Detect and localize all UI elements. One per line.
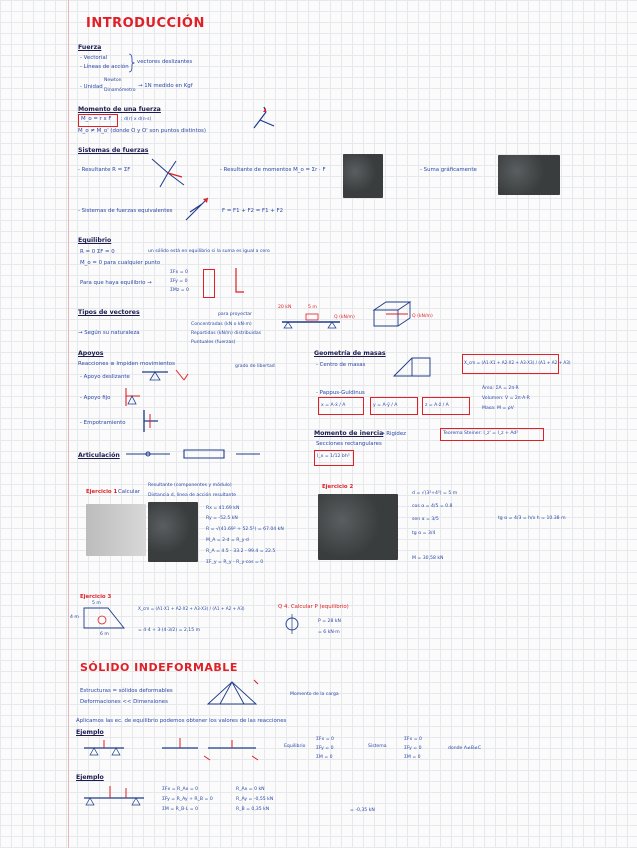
solido-sistema-label: Sistema	[368, 744, 387, 749]
sistemas-heading: Sistemas de fuerzas	[78, 147, 149, 154]
steiner-formula: Teorema Steiner: I_z' = I_z + Ad²	[443, 431, 519, 436]
solido-ejemplo-2: Ejemplo	[76, 774, 104, 781]
ejercicio1-calcular: Calcular	[118, 489, 140, 495]
tipos-sub-2: Repartidas (kN/m) distribuidas	[191, 331, 262, 336]
ej2-res-1: R_Ax = 0 kN	[236, 787, 265, 792]
apoyo-deslizante-icon	[140, 368, 190, 384]
formula-x: x = A·x̄ / A	[321, 403, 346, 408]
ej2-eq-3: ΣM = R_B·L = 0	[162, 807, 198, 812]
solido-sis-eq-3: ΣM = 0	[404, 755, 421, 760]
solido-line3: Aplicamos las ec. de equilibrio podemos obtener los valores de las reacciones	[76, 718, 287, 724]
equilibrio-heading: Equilibrio	[78, 237, 112, 244]
apoyos-line1: Reacciones ≡ Impiden movimientos	[78, 361, 175, 367]
articulacion-label: Articulación	[78, 452, 120, 459]
ej2-side: tg α = 4/3 = h/x h = 10.38 m	[498, 516, 566, 521]
solido-sis-eq-1: ΣFx = 0	[404, 737, 422, 742]
tipos-line1: → Según su naturaleza	[78, 330, 140, 336]
equivalentes-diagram-icon	[182, 194, 212, 224]
photo-ejercicio1-2	[148, 502, 198, 562]
ej2-result-5: M = 30,58 kN	[412, 556, 444, 561]
ej2-result-4: tg α = 3/4	[412, 531, 436, 536]
tipos-label-3: Q (kN/m)	[334, 315, 355, 320]
ej2-eq-2: ΣFy = R_Ay + R_B = 0	[162, 797, 213, 802]
ejercicio1-item-2: Distancia d, línea de acción resultante	[148, 493, 237, 498]
photo-ejercicio1-1	[86, 504, 146, 556]
formula-z: z = A·z̄ / A	[425, 403, 449, 408]
momento-formula: M_o = r x F	[81, 116, 112, 122]
solido-title: SÓLIDO INDEFORMABLE	[80, 661, 238, 674]
equivalentes-formula: F = F1 + F2 = F1 + F2	[222, 208, 283, 214]
equilibrio-eq-2: ΣFy = 0	[170, 279, 188, 284]
solido-equilibrio-label: Equilibrio	[284, 744, 306, 749]
ej3-step: = 4·4 + 3·(4·3/2) = 2,15 m	[138, 628, 201, 633]
solido-eq-3: ΣM = 0	[316, 755, 333, 760]
suma-graficamente: - Suma gráficamente	[420, 167, 477, 173]
page-title: INTRODUCCIÓN	[86, 16, 205, 31]
fuerza-brace-note: vectores deslizantes	[137, 59, 193, 65]
ej2-res-2: R_Ay = -0,55 kN	[236, 797, 274, 802]
fuerza-item-1: - Vectorial	[80, 55, 108, 61]
equilibrio-eq-1: ΣFx = 0	[170, 270, 188, 275]
equilibrio-arrow-icon	[226, 266, 246, 294]
equilibrio-line3: Para que haya equilibrio →	[80, 280, 152, 286]
ejemplo-beams-icon	[80, 738, 280, 764]
geometria-centro: - Centro de masas	[316, 362, 366, 368]
ej2-result-3: sen α = 3/5	[412, 517, 439, 522]
apoyos-item-3: - Empotramiento	[80, 420, 126, 426]
equilibrio-line1: R = 0 ΣF = 0	[80, 249, 115, 255]
momento-line2: M_o ≠ M_o' (donde O y O' son puntos distintos)	[78, 128, 206, 134]
solido-ejemplo-1: Ejemplo	[76, 729, 104, 736]
equilibrio-line1-note: un sólido está en equilibrio si la suma es igual a cero	[148, 249, 270, 254]
pappus-right-1: Área: ΣA = 2π·R	[482, 386, 519, 391]
ej1-result-6: ΣF_y = R_y - R_y·cos = 0	[206, 560, 264, 565]
ej3-label-3: 6 m	[100, 632, 109, 637]
solido-line2: Deformaciones << Dimensiones	[80, 699, 168, 705]
ej1-result-5: R_A = 4.5 - 33.2 - 99.4 = 22.5	[206, 549, 276, 554]
photo-ejercicio2	[318, 494, 398, 560]
sistemas-equivalentes: - Sistemas de fuerzas equivalentes	[78, 208, 173, 214]
ej2-result-1: d = √(3²+4²) = 5 m	[412, 491, 458, 496]
photo-sistemas-1	[343, 154, 383, 198]
apoyos-item-1: - Apoyo deslizante	[80, 374, 130, 380]
inercia-heading: Momento de inercia	[314, 430, 384, 437]
fuerza-heading: Fuerza	[78, 44, 102, 51]
geometria-heading: Geometría de masas	[314, 350, 386, 357]
ej1-result-1: Rx = 41.69 kN	[206, 506, 240, 511]
resultante: - Resultante R = ΣF	[78, 167, 131, 173]
apoyos-item-2: - Apoyo fijo	[80, 395, 111, 401]
ej2-result-2: cos α = 4/5 = 0.8	[412, 504, 453, 509]
photo-sistemas-2	[498, 155, 560, 195]
ej2-res-3: R_B = 0,35 kN	[236, 807, 270, 812]
block-diagram-icon	[372, 300, 412, 328]
pappus-right-3: Masa: M = ρV	[482, 406, 514, 411]
ej3-question: Q 4. Calcular P (equilibrio)	[278, 604, 349, 610]
ej3-label-2: 4 m	[70, 615, 79, 620]
equilibrio-line2: M_o = 0 para cualquier punto	[80, 260, 161, 266]
tipos-label-4: Q (kN/m)	[412, 314, 433, 319]
solido-donde: donde A≠B≠C	[448, 746, 482, 751]
ej3-label-1: 5 m	[92, 601, 101, 606]
equilibrio-box	[203, 269, 215, 298]
equilibrio-eq-3: ΣMz = 0	[170, 288, 189, 293]
tipos-sub-3: Puntuales (fuerzas)	[191, 340, 236, 345]
ej2-final: = -0,35 kN	[350, 808, 375, 813]
pappus-right-2: Volumen: V = 2π·A·R	[482, 396, 530, 401]
ejercicio2-label: Ejercicio 2	[322, 484, 354, 490]
tipos-sub-note: para proyectar	[218, 312, 252, 317]
ej2-eq-1: ΣFx = R_Ax = 0	[162, 787, 199, 792]
truss-icon	[204, 676, 260, 710]
apoyos-note: grado de libertad	[235, 364, 275, 369]
solido-line1: Estructuras = sólidos deformables	[80, 688, 173, 694]
formula-y: y = A·ȳ / A	[373, 403, 398, 408]
inercia-formula: I_x = 1/12 bh³	[317, 454, 350, 459]
tipos-label-2: 5 m	[308, 305, 317, 310]
ej3-answer-2: = 6 kN·m	[318, 630, 340, 635]
resultante-diagram-icon	[148, 155, 190, 191]
ejercicio1-label: Ejercicio 1	[86, 489, 118, 495]
brace-icon	[128, 54, 134, 72]
centro-masas-icon	[392, 350, 432, 378]
tipos-heading: Tipos de vectores	[78, 309, 140, 316]
ejercicio3-shape-icon	[74, 604, 130, 634]
solido-momento-note: Momento de la carga	[290, 692, 339, 697]
tipos-sub-1: Concentradas (kN o kN·m)	[191, 322, 252, 327]
geometria-pappus: - Pappus-Guldinus	[316, 390, 365, 396]
apoyos-heading: Apoyos	[78, 350, 104, 357]
ej3-formula: X_cm = (A1·X1 + A2·X2 + A3·X3) / (A1 + A2 + A3)	[138, 606, 245, 611]
momento-heading: Momento de una fuerza	[78, 106, 161, 113]
margin-line	[68, 0, 69, 848]
momento-diagram-icon	[250, 106, 282, 132]
newton-option-1: Newton	[104, 78, 122, 83]
cm-formula: X_cm = (A1·X1 + A2·X2 + A3·X3) / (A1 + A2 + A3)	[464, 360, 571, 365]
ej1-result-3: R = √(41.69² + 52.5²) = 67.04 kN	[206, 527, 284, 532]
solido-eq-1: ΣFx = 0	[316, 737, 334, 742]
ejercicio1-item-1: Resultante (componentes y módulo)	[148, 483, 232, 488]
inercia-rigidez: → Rigidez	[380, 431, 406, 437]
ej1-result-2: Ry = -52.5 kN	[206, 516, 238, 521]
inercia-secciones: Secciones rectangulares	[316, 441, 382, 447]
momento-formula-note: ; d(r) x d(n·s)	[121, 117, 152, 122]
apoyo-fijo-icon	[122, 386, 144, 408]
ej3-answer-1: P = 28 kN	[318, 619, 341, 624]
empotramiento-icon	[140, 410, 162, 432]
ej3-pulley-icon	[280, 612, 304, 636]
ejercicio3-label: Ejercicio 3	[80, 594, 112, 600]
fuerza-item-2: - Líneas de acción	[80, 64, 129, 70]
newton-option-2: Dinamómetro	[104, 88, 136, 93]
ej1-result-4: M_A = 2·d = R_y·d	[206, 538, 249, 543]
solido-sis-eq-2: ΣFy = 0	[404, 746, 422, 751]
newton-item: - Unidad	[80, 84, 103, 90]
ejemplo2-beam-icon	[80, 784, 150, 812]
newton-note: → 1N medido en Kgf	[138, 83, 193, 89]
solido-eq-2: ΣFy = 0	[316, 746, 334, 751]
articulacion-diagrams-icon	[124, 446, 264, 462]
tipos-label-1: 20 kN	[278, 305, 292, 310]
resultante-momento: - Resultante de momentos M_o = Σr · F	[220, 167, 326, 173]
